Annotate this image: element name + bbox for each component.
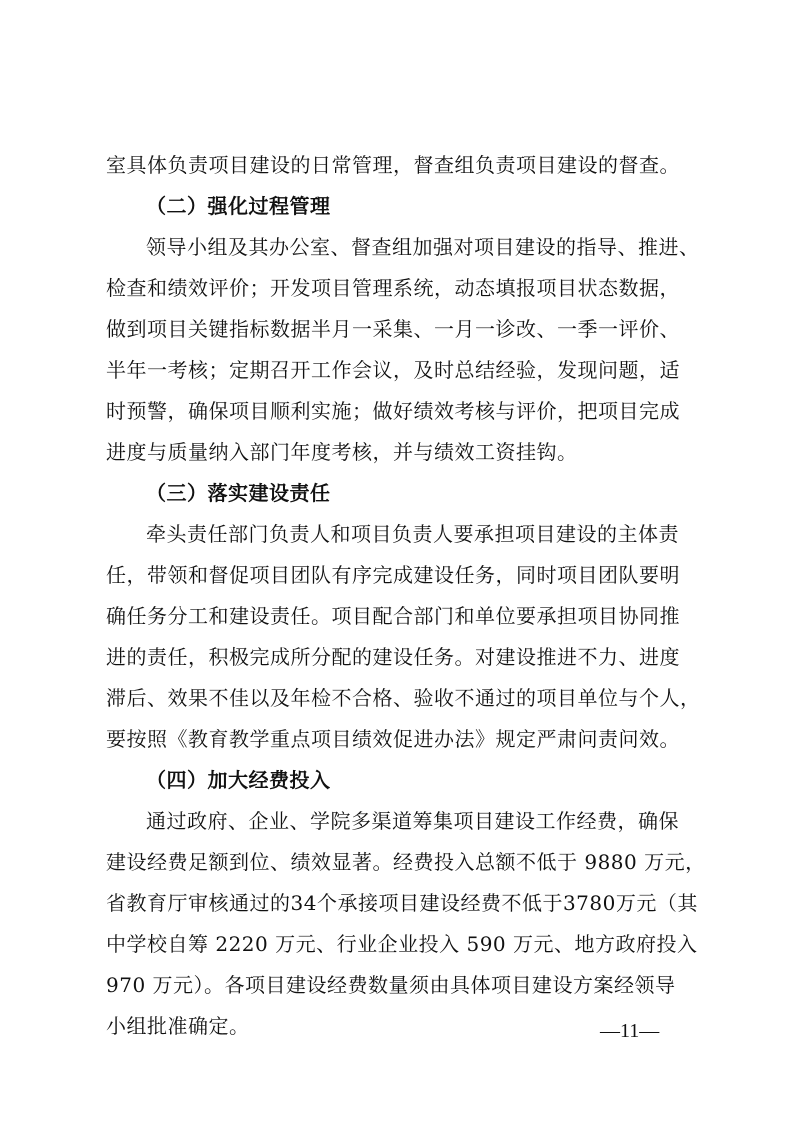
section-heading-4: （四）加大经费投入 — [146, 768, 331, 792]
section-heading-3: （三）落实建设责任 — [146, 481, 331, 505]
body-line-4: 检查和绩效评价；开发项目管理系统，动态填报项目状态数据， — [106, 276, 680, 300]
body-line-13: 进的责任，积极完成所分配的建设任务。对建设推进不力、进度 — [106, 645, 680, 669]
body-line-14: 滞后、效果不佳以及年检不合格、验收不通过的项目单位与个人， — [106, 686, 701, 710]
body-line-21: 970 万元）。各项目建设经费数量须由具体项目建设方案经领导 — [106, 973, 676, 997]
body-line-7: 时预警，确保项目顺利实施；做好绩效考核与评价，把项目完成 — [106, 399, 680, 423]
paragraph-start-2: 领导小组及其办公室、督查组加强对项目建设的指导、推进、 — [146, 235, 700, 259]
body-line-11: 任，带领和督促项目团队有序完成建设任务，同时项目团队要明 — [106, 563, 680, 587]
body-line-22: 小组批准确定。 — [106, 1014, 250, 1038]
body-line-12: 确任务分工和建设责任。项目配合部门和单位要承担项目协同推 — [106, 604, 680, 628]
body-line-19: 省教育厅审核通过的34个承接项目建设经费不低于3780万元（其 — [106, 891, 698, 915]
section-heading-2: （二）强化过程管理 — [146, 194, 331, 218]
paragraph-start-3: 牵头责任部门负责人和项目负责人要承担项目建设的主体责 — [146, 522, 679, 546]
paragraph-start-4: 通过政府、企业、学院多渠道筹集项目建设工作经费，确保 — [146, 809, 679, 833]
body-line-18: 建设经费足额到位、绩效显著。经费投入总额不低于 9880 万元， — [106, 850, 706, 874]
body-line-6: 半年一考核；定期召开工作会议，及时总结经验，发现问题，适 — [106, 358, 680, 382]
body-line-1: 室具体负责项目建设的日常管理，督查组负责项目建设的督查。 — [106, 153, 680, 177]
body-line-20: 中学校自筹 2220 万元、行业企业投入 590 万元、地方政府投入 — [106, 932, 698, 956]
body-line-8: 进度与质量纳入部门年度考核，并与绩效工资挂钩。 — [106, 440, 578, 464]
page-number: —11— — [600, 1020, 660, 1042]
body-line-5: 做到项目关键指标数据半月一采集、一月一诊改、一季一评价、 — [106, 317, 680, 341]
body-line-15: 要按照《教育教学重点项目绩效促进办法》规定严肃问责问效。 — [106, 727, 680, 751]
